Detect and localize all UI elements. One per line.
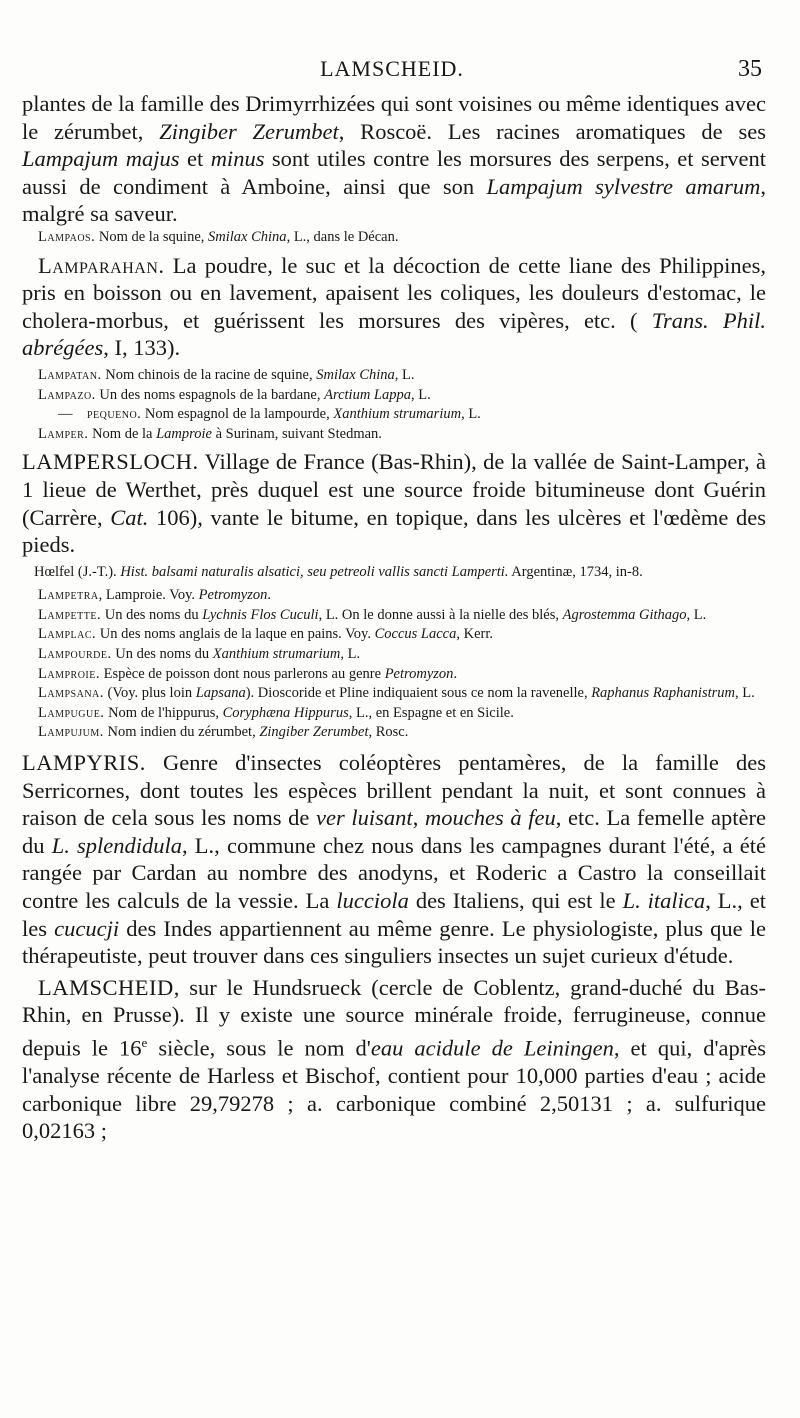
- entry-lampetra: [22, 586, 766, 606]
- text: , L.: [686, 606, 707, 623]
- latin-name: Smilax China: [316, 366, 395, 383]
- spring-name: eau acidule de Leiningen: [370, 1035, 614, 1061]
- entry-lampatan: [22, 366, 766, 386]
- common-name: ver luisant: [316, 805, 413, 831]
- entry-lampette: [22, 606, 766, 626]
- text: .: [267, 587, 272, 604]
- page-number: 35: [738, 56, 762, 82]
- dash: —: [58, 406, 73, 423]
- superscript: e: [141, 1034, 148, 1050]
- latin-name: Agrostemma Githago: [562, 606, 687, 623]
- latin-name: Lampajum majus: [22, 146, 180, 172]
- text: , L. On le donne aussi à la nielle des blés,: [318, 606, 563, 623]
- entry-lampujum: [22, 723, 766, 743]
- common-name: mouches à feu: [424, 805, 556, 831]
- entry-lampyris: [22, 749, 766, 970]
- text: , sur le Hundsrueck (cercle de Coblentz, grand-duché du Bas-Rhin, en Prusse). Il y existe une source minérale froide, ferrugineuse, connue depuis le 16: [22, 974, 766, 1061]
- text: Nom de la squine,: [95, 228, 209, 245]
- latin-name: Raphanus Raphanistrum: [591, 685, 735, 702]
- text: plantes de la famille des Drimyrrhizées qui sont voisines ou même identiques avec le zérumbet,: [22, 91, 766, 144]
- entry-term: Lampazo.: [38, 386, 96, 403]
- text: , L.: [461, 406, 481, 423]
- entry-lamproie: [22, 665, 766, 685]
- page-header: [22, 56, 762, 86]
- text: des Italiens, qui est le: [408, 888, 623, 913]
- text: (Voy. plus loin: [103, 685, 196, 702]
- latin-name: minus: [210, 146, 265, 172]
- text: , Lamproie. Voy.: [98, 587, 199, 604]
- bibliography-hoelfel: [22, 563, 766, 583]
- entry-lampsana: [22, 684, 766, 704]
- entry-lamplac: [22, 625, 766, 645]
- latin-name: Arctium Lappa: [324, 386, 411, 403]
- text: Nom indien du zérumbet,: [103, 724, 260, 741]
- text: , Rosc.: [368, 724, 409, 741]
- body-text: [22, 90, 766, 1145]
- entry-lamper: [22, 425, 766, 445]
- entry-lampaos: [22, 228, 766, 248]
- common-name: lucciola: [336, 888, 409, 913]
- paragraph-continuation: [22, 90, 766, 228]
- reference-title: Trans. Phil. abrégées: [22, 307, 767, 361]
- text: Un des noms espagnols de la bardane,: [95, 386, 325, 403]
- entry-term: pequeno.: [87, 406, 142, 423]
- text: , L., et les: [22, 888, 767, 941]
- text: Espèce de poisson dont nous parlerons au genre: [100, 665, 385, 682]
- text: , I, 133).: [103, 335, 181, 361]
- entry-term: Lampujum.: [38, 724, 104, 741]
- entry-term: Lampugue.: [38, 704, 105, 721]
- entry-lamscheid: [22, 974, 766, 1145]
- text: 106), vante le bitume, en topique, dans les ulcères et l'œdème des pieds.: [22, 504, 766, 558]
- entry-term: LAMPERSLOCH.: [22, 449, 199, 475]
- entry-term: LAMPYRIS.: [22, 750, 146, 776]
- text: sont utiles contre les morsures des serpens, et servent aussi de condiment à Amboine, ainsi que son: [22, 146, 766, 199]
- latin-name: Coccus Lacca: [374, 626, 457, 643]
- entry-term: Lampsana.: [38, 685, 104, 702]
- entry-lampazo-pequeno: [22, 405, 766, 425]
- entry-term: Lampette.: [38, 606, 102, 623]
- text: , L.: [735, 685, 755, 702]
- text: .: [453, 665, 458, 682]
- text: , malgré sa saveur.: [22, 173, 766, 227]
- work-title: Hist. balsami naturalis alsatici, seu petreoli vallis sancti Lamperti.: [120, 563, 509, 580]
- text: Nom de la: [88, 425, 157, 442]
- text: Nom de l'hippurus,: [104, 704, 223, 721]
- latin-name: Smilax China: [208, 228, 287, 245]
- text: des Indes appartiennent au même genre. Le physiologiste, plus que le thérapeutiste, peut trouver dans ces singuliers insectes un sujet curieux d'étude.: [22, 915, 766, 969]
- text: à Surinam, suivant Stedman.: [211, 425, 382, 442]
- text: , et qui, d'après l'analyse récente de Harless et Bischof, contient pour 10,000 parties d'eau ; acide carbonique libre 29,79278 ; a. carbonique combiné 2,50131 ; a. sulfurique 0,02163 ;: [22, 1035, 767, 1144]
- text: , L., commune chez nous dans les campagnes durant l'été, a été rangée par Cardan au nombre des anodyns, et Roderic a Castro la conseillait contre les calculs de la vessie. La: [22, 832, 767, 913]
- text: Un des noms anglais de la laque en pains. Voy.: [96, 626, 375, 643]
- latin-name: Lampajum sylvestre amarum: [486, 173, 761, 199]
- latin-name: Zingiber Zerumbet: [259, 724, 369, 741]
- latin-name: Lychnis Flos Cuculi: [202, 606, 319, 623]
- text: La poudre, le suc et la décoction de cette liane des Philippines, pris en boisson ou en lavement, apaisent les coliques, les douleurs d'estomac, le cholera-morbus, et guérissent les morsures des vipères, etc. (: [22, 252, 766, 333]
- author: Hœlfel (J.-T.).: [34, 563, 121, 580]
- latin-name: Petromyzon: [198, 587, 268, 604]
- latin-name: Lapsana: [195, 685, 246, 702]
- entry-lampugue: [22, 704, 766, 724]
- entry-term: Lamper.: [38, 425, 89, 442]
- text: Un des noms du: [101, 606, 203, 623]
- text: Genre d'insectes coléoptères pentamères, de la famille des Serricornes, dont toutes les espèces brillent pendant la nuit, et sont connues à raison de cela sous les noms de: [22, 750, 766, 831]
- entry-term: Lampaos.: [38, 228, 96, 245]
- text: Nom espagnol de la lampourde,: [141, 406, 334, 423]
- latin-name: Petromyzon: [384, 665, 454, 682]
- latin-name: Lamproie: [156, 425, 212, 442]
- text: , L.: [411, 386, 431, 403]
- text: Un des noms du: [111, 646, 213, 663]
- entry-term: Lamparahan.: [38, 252, 165, 278]
- entry-term: Lampourde.: [38, 646, 112, 663]
- entry-lampazo: [22, 386, 766, 406]
- latin-name: Xanthium strumarium: [333, 406, 462, 423]
- reference-title: Cat.: [110, 504, 149, 530]
- entry-term: Lampetra: [38, 587, 99, 604]
- latin-name: Xanthium strumarium: [212, 646, 341, 663]
- text: siècle, sous le nom d': [147, 1035, 371, 1061]
- entry-term: LAMSCHEID: [38, 974, 174, 1000]
- text: , Kerr.: [456, 626, 493, 643]
- entry-term: Lamplac.: [38, 626, 97, 643]
- text: et: [179, 146, 211, 172]
- text: , etc. La femelle aptère du: [22, 805, 766, 858]
- entry-term: Lamproie.: [38, 665, 100, 682]
- text: Nom chinois de la racine de squine,: [101, 366, 317, 383]
- text: Village de France (Bas-Rhin), de la vallée de Saint-Lamper, à 1 lieue de Werthet, près duquel est une source froide bitumineuse dont Guérin (Carrère,: [22, 449, 766, 530]
- common-name: cucucji: [54, 915, 120, 941]
- text: , L.: [394, 366, 415, 383]
- entry-lampersloch: [22, 448, 766, 558]
- running-title: LAMSCHEID.: [320, 56, 464, 81]
- text: ,: [412, 805, 425, 831]
- text: , Roscoë. Les racines aromatiques de ses: [338, 118, 766, 144]
- text: , L., dans le Décan.: [286, 228, 399, 245]
- latin-name: Zingiber Zerumbet: [159, 118, 339, 144]
- text: , L.: [340, 646, 361, 663]
- entry-lamparahan: [22, 252, 766, 362]
- text: Argentinæ, 1734, in-8.: [508, 563, 643, 580]
- latin-name: L. italica: [622, 888, 706, 913]
- entry-term: Lampatan.: [38, 366, 102, 383]
- latin-name: Coryphæna Hippurus: [222, 704, 349, 721]
- text: ). Dioscoride et Pline indiquaient sous ce nom la ravenelle,: [245, 685, 592, 702]
- latin-name: L. splendidula: [51, 832, 182, 858]
- entry-lampourde: [22, 645, 766, 665]
- text: , L., en Espagne et en Sicile.: [348, 704, 514, 721]
